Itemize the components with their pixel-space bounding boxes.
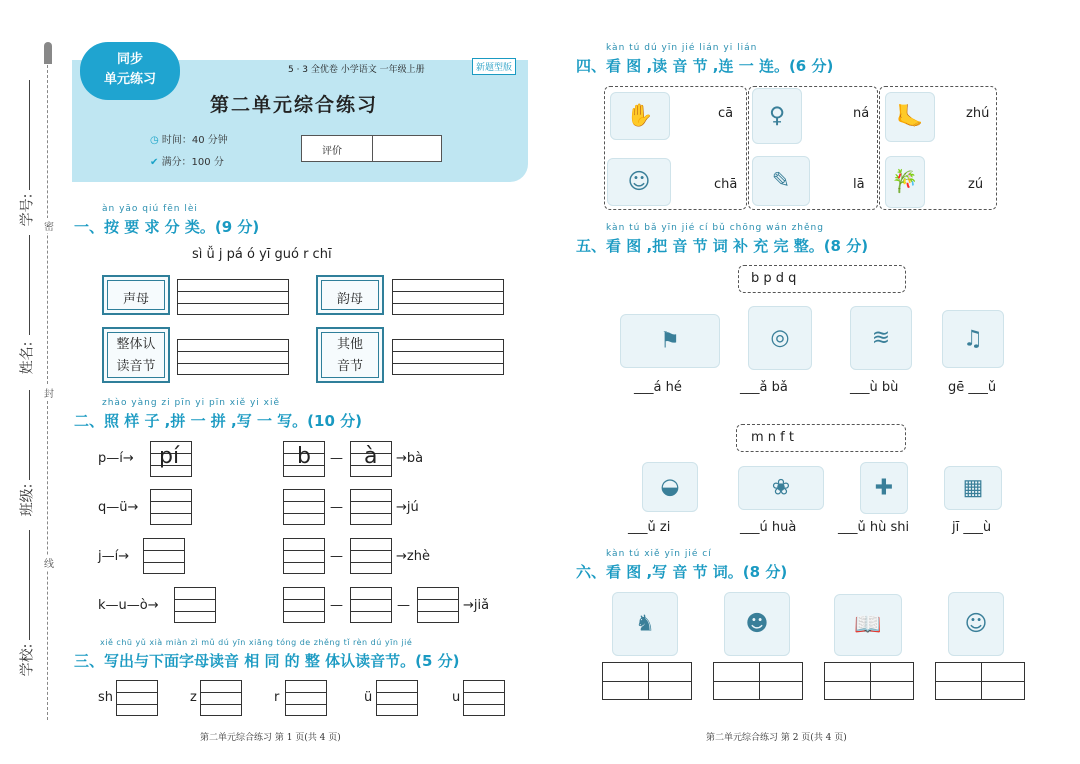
- spell-result: →bà: [396, 451, 424, 466]
- fill-word[interactable]: ___ú huà: [740, 520, 797, 535]
- fill-word[interactable]: ___ǔ zi: [628, 520, 671, 535]
- letter: ü: [364, 690, 373, 705]
- answer-box[interactable]: [350, 489, 392, 525]
- class-line: [29, 390, 30, 480]
- score-text: 满分：100 分: [161, 157, 224, 168]
- letter-bank: m n f t: [736, 424, 906, 452]
- rope-pulling-picture: ⚑: [620, 314, 720, 368]
- answer-box[interactable]: [283, 489, 325, 525]
- rocket-icon: [44, 42, 52, 64]
- category-label: 韵母: [316, 275, 384, 315]
- section-title: 六、看 图 ,写 音 节 词。(8 分): [576, 563, 788, 581]
- answer-box[interactable]: [350, 587, 392, 623]
- example-box: à: [350, 441, 392, 477]
- letter: z: [190, 690, 197, 705]
- badge-text: 同步: [116, 52, 143, 67]
- full-score: [150, 153, 224, 168]
- class-label: 班级:: [19, 483, 36, 517]
- evaluation-box[interactable]: [301, 135, 442, 162]
- section-title: 二、照 样 子 ,拼 一 拼 ,写 一 写。(10 分): [74, 412, 362, 430]
- answer-box[interactable]: [283, 587, 325, 623]
- foot-picture[interactable]: 🦶: [885, 92, 935, 142]
- page-footer: 第二单元综合练习 第 1 页(共 4 页): [200, 733, 341, 743]
- answer-box[interactable]: [116, 680, 158, 716]
- syllable[interactable]: lā: [853, 177, 865, 192]
- answer-box[interactable]: [392, 279, 504, 315]
- answer-grid[interactable]: [824, 662, 914, 700]
- unit-badge: [80, 42, 180, 100]
- section-pinyin: kàn tú xiě yīn jié cí: [606, 549, 712, 559]
- spell-prompt: k—u—ò→: [98, 598, 159, 613]
- dash: —: [330, 549, 343, 564]
- answer-box[interactable]: [417, 587, 459, 623]
- clock-icon: ◷: [150, 135, 162, 146]
- girl-drawing-picture[interactable]: ✎: [752, 156, 810, 206]
- fill-word[interactable]: ___á hé: [634, 380, 682, 395]
- answer-box[interactable]: [177, 339, 289, 375]
- target-picture: ◎: [748, 306, 812, 370]
- name-line: [29, 235, 30, 335]
- section-title: 五、看 图 ,把 音 节 词 补 充 完 整。(8 分): [576, 237, 869, 255]
- dash: —: [330, 598, 343, 613]
- letter: r: [274, 690, 280, 705]
- answer-grid[interactable]: [713, 662, 803, 700]
- book-info: 5 · 3 全优卷 小学语文 一年级上册: [288, 65, 425, 75]
- boy-eating-picture: ☻: [724, 592, 790, 656]
- letter-bank: b p d q: [738, 265, 906, 293]
- answer-box[interactable]: [200, 680, 242, 716]
- letter: sh: [98, 690, 114, 705]
- page-title: 第二单元综合练习: [210, 94, 379, 116]
- hand-fork-picture[interactable]: ✋: [610, 92, 670, 140]
- letter: u: [452, 690, 461, 705]
- fill-word[interactable]: ___ǎ bǎ: [740, 380, 788, 395]
- category-label: 声母: [102, 275, 170, 315]
- girl-wiping-picture[interactable]: ☺: [607, 158, 671, 206]
- section-title: 四、看 图 ,读 音 节 ,连 一 连。(6 分): [576, 57, 834, 75]
- section-title: 一、按 要 求 分 类。(9 分): [74, 218, 260, 236]
- fill-word[interactable]: ___ù bù: [850, 380, 899, 395]
- example-box: pí: [150, 441, 192, 477]
- section-pinyin: xiě chū yǔ xià miàn zì mǔ dú yīn xiāng tóng de zhěng tǐ rèn dú yīn jié: [100, 638, 413, 647]
- music-picture: ♫: [942, 310, 1004, 368]
- girl-with-bird-picture[interactable]: ♀: [752, 88, 802, 144]
- syllable[interactable]: zú: [968, 177, 984, 192]
- nurse-picture: ✚: [860, 462, 908, 514]
- answer-box[interactable]: [177, 279, 289, 315]
- section-title: 三、写出与下面字母读音 相 同 的 整 体认读音节。(5 分): [74, 652, 460, 670]
- badge-text: 单元练习: [103, 72, 156, 87]
- time-limit: [150, 131, 228, 146]
- school-line: [29, 530, 30, 640]
- category-label: 整体认 读音节: [102, 327, 170, 383]
- fill-word[interactable]: ___ǔ hù shi: [838, 520, 910, 535]
- section-pinyin: kàn tú dú yīn jié lián yi lián: [606, 43, 758, 53]
- letter-list: sì ǚ j pá ó yī guó r chī: [192, 247, 332, 262]
- boy-riding-horse-picture: ♞: [612, 592, 678, 656]
- answer-box[interactable]: [463, 680, 505, 716]
- answer-box[interactable]: [376, 680, 418, 716]
- syllable[interactable]: ná: [853, 106, 870, 121]
- answer-box[interactable]: [174, 587, 216, 623]
- school-label: 学校:: [19, 643, 36, 677]
- syllable[interactable]: cā: [718, 106, 734, 121]
- seal-mark: 密: [44, 218, 54, 233]
- painting-picture: ❀: [738, 466, 824, 510]
- section-pinyin: zhào yàng zi pīn yi pīn xiě yi xiě: [102, 398, 281, 408]
- seal-mark: 封: [44, 385, 54, 400]
- section-pinyin: àn yāo qiú fēn lèi: [102, 204, 198, 214]
- girl-reading-picture: 📖: [834, 594, 902, 656]
- example-box: b: [283, 441, 325, 477]
- page-footer: 第二单元综合练习 第 2 页(共 4 页): [706, 733, 847, 743]
- dash: —: [330, 500, 343, 515]
- spell-prompt: p—í→: [98, 451, 134, 466]
- answer-box[interactable]: [392, 339, 504, 375]
- eval-label: 评价: [322, 146, 342, 157]
- seal-mark: 线: [44, 555, 54, 570]
- answer-grid[interactable]: [935, 662, 1025, 700]
- answer-box[interactable]: [150, 489, 192, 525]
- spell-result: →zhè: [396, 549, 430, 564]
- time-text: 时间：40 分钟: [161, 135, 228, 146]
- spell-result: →jú: [396, 500, 419, 515]
- answer-box[interactable]: [143, 538, 185, 574]
- blocks-picture: ▦: [944, 466, 1002, 510]
- fill-word[interactable]: jī ___ù: [952, 520, 992, 535]
- section-pinyin: kàn tú bǎ yīn jié cí bǔ chōng wán zhěng: [606, 223, 824, 233]
- brother-sister-picture: ☺: [948, 592, 1004, 656]
- answer-grid[interactable]: [602, 662, 692, 700]
- spell-prompt: q—ü→: [98, 500, 139, 515]
- spilled-bowl-picture: ◒: [642, 462, 698, 512]
- name-label: 姓名:: [19, 341, 36, 375]
- answer-box[interactable]: [350, 538, 392, 574]
- new-edition-tag: 新题型版: [472, 58, 516, 75]
- answer-box[interactable]: [283, 538, 325, 574]
- waterfall-picture: ≋: [850, 306, 912, 370]
- spell-result: →jiǎ: [463, 598, 490, 613]
- check-icon: ✔: [150, 157, 162, 168]
- answer-box[interactable]: [285, 680, 327, 716]
- category-label: 其他 音节: [316, 327, 384, 383]
- dash: —: [397, 598, 410, 613]
- syllable[interactable]: zhú: [966, 106, 990, 121]
- student-id-label: 学号:: [19, 193, 36, 227]
- fill-word[interactable]: gē ___ǔ: [948, 380, 997, 395]
- dash: —: [330, 451, 343, 466]
- syllable[interactable]: chā: [714, 177, 738, 192]
- bamboo-picture[interactable]: 🎋: [885, 156, 925, 208]
- student-id-line: [29, 80, 30, 190]
- spell-prompt: j—í→: [98, 549, 130, 564]
